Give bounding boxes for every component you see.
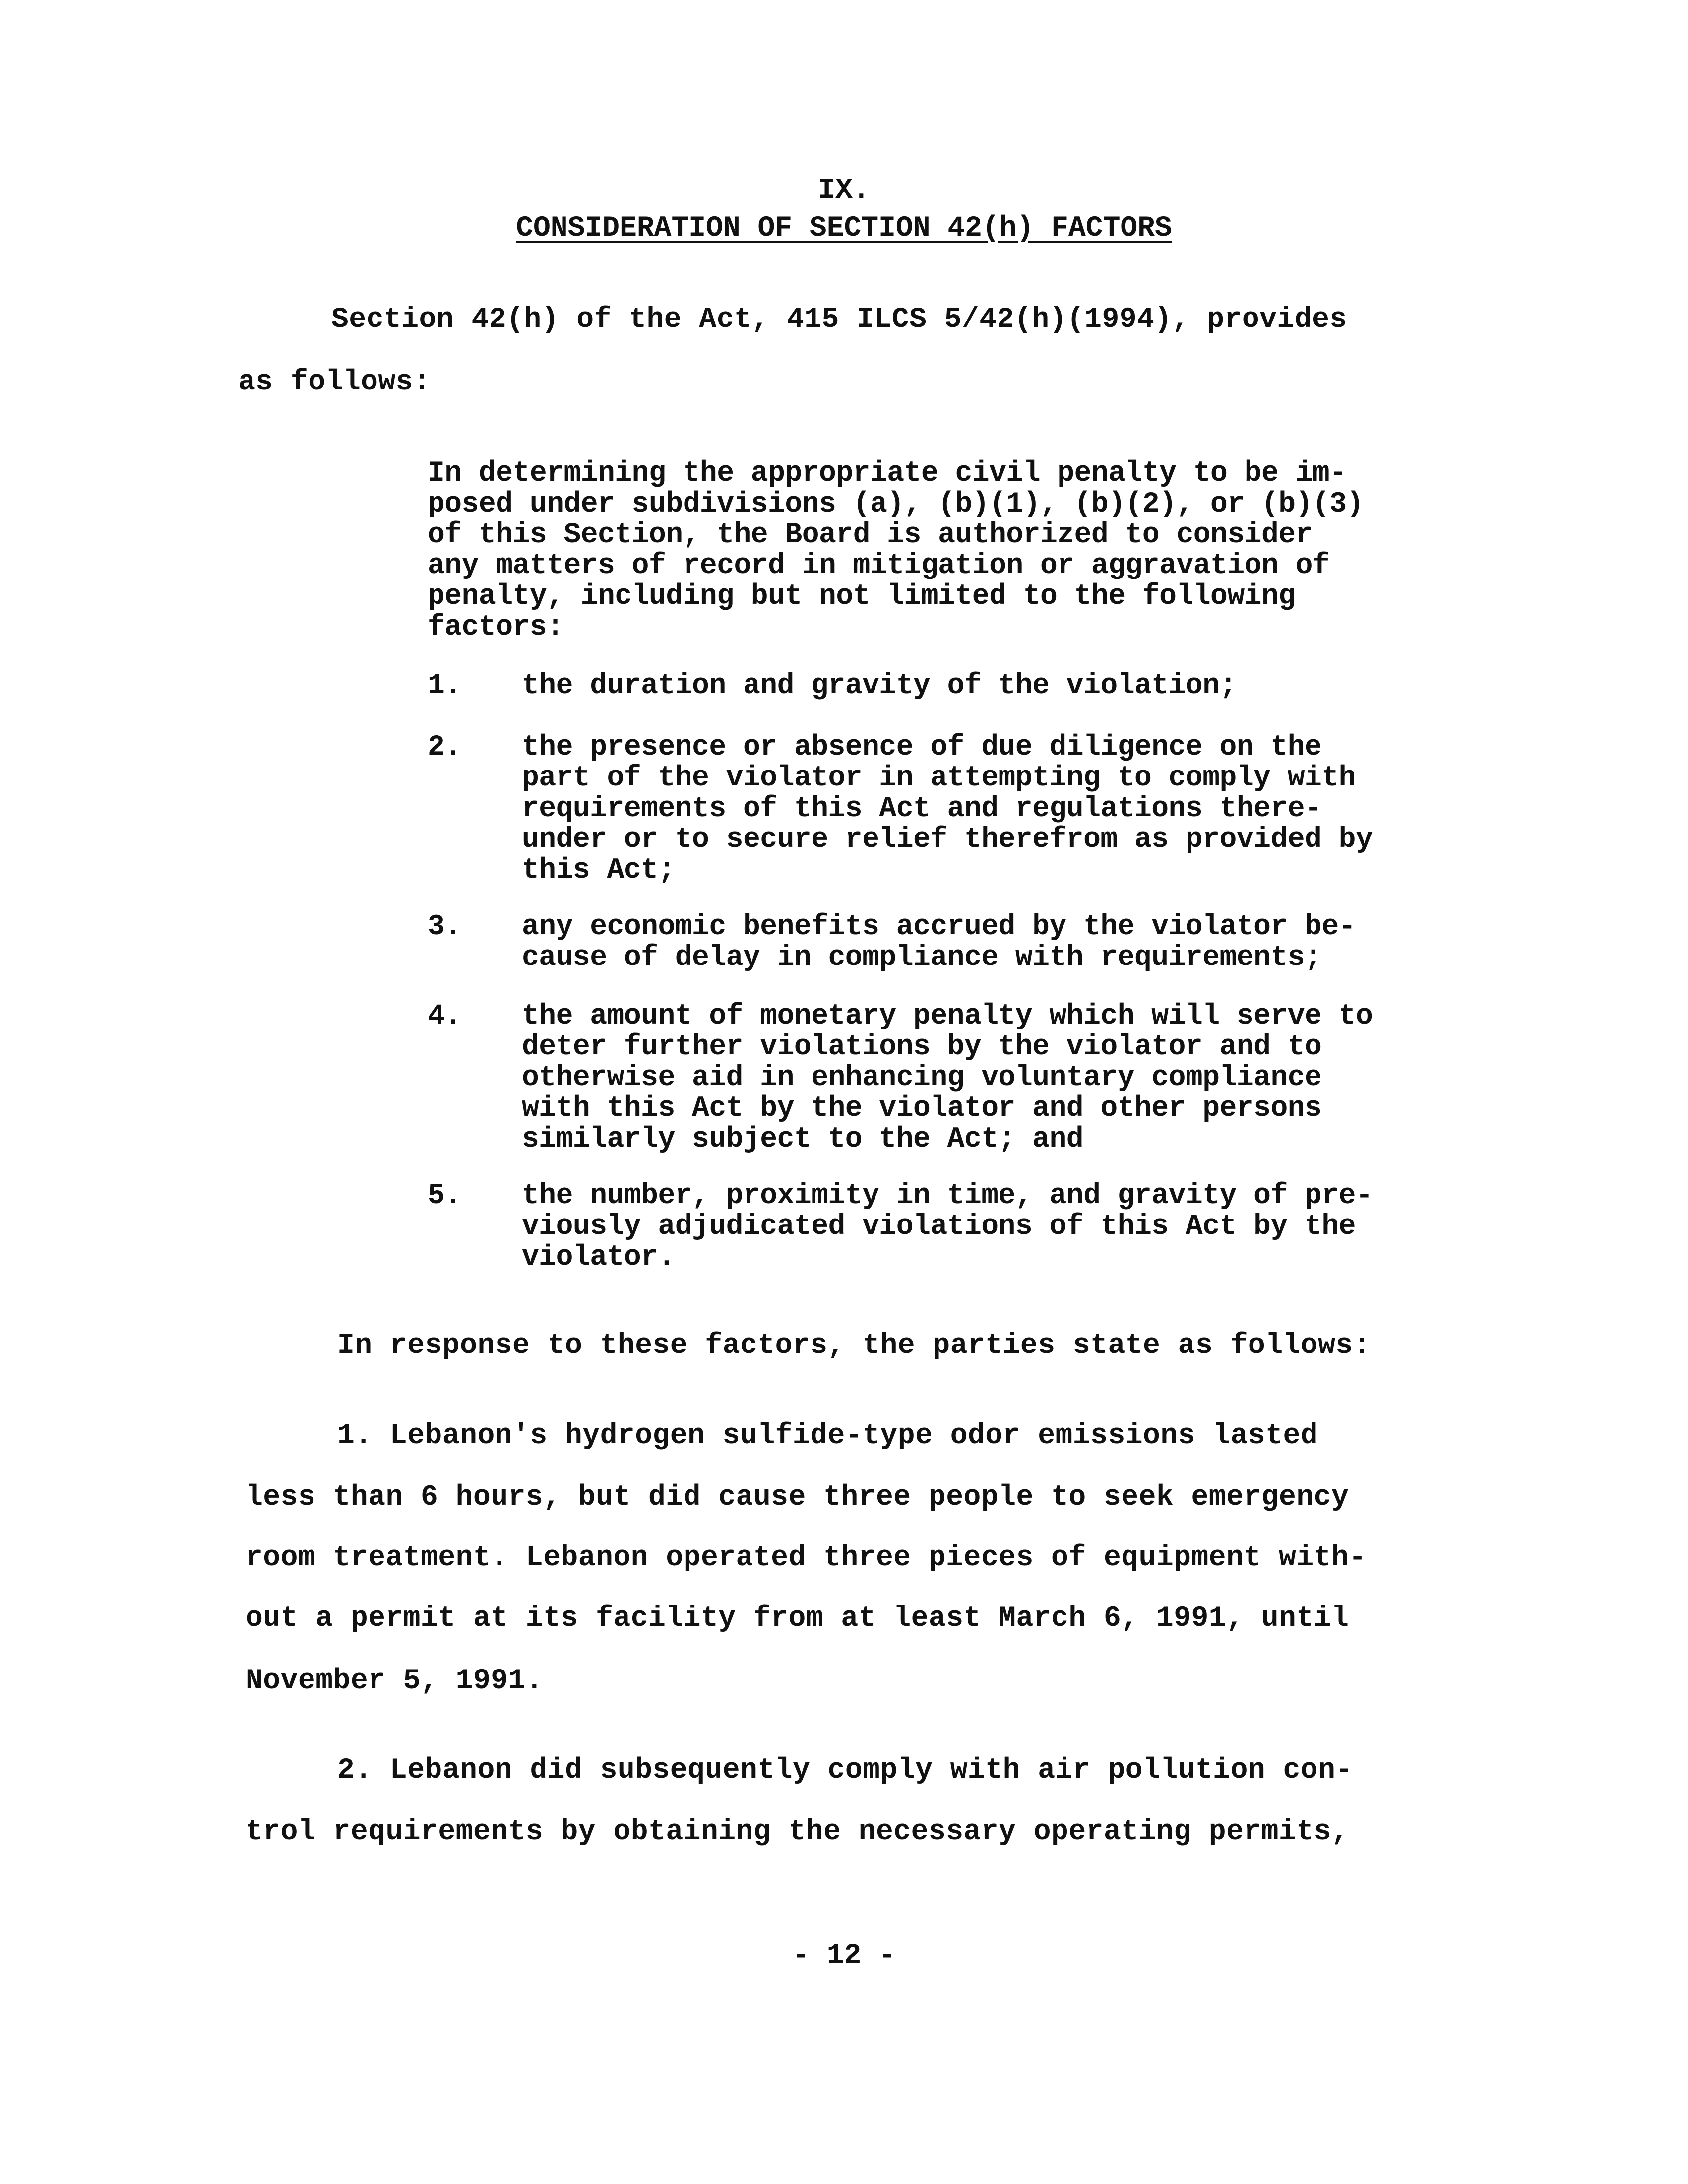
factor-number: 2. xyxy=(428,731,462,764)
factor-line: requirements of this Act and regulations there- xyxy=(522,793,1322,825)
factor-line: part of the violator in attempting to comply with xyxy=(522,762,1356,794)
factor-line: similarly subject to the Act; and xyxy=(522,1123,1084,1156)
section-title-text: CONSIDERATION OF SECTION 42(h) FACTORS xyxy=(516,212,1172,245)
factor-line: the presence or absence of due diligence on the xyxy=(522,731,1322,764)
paragraph-line: room treatment. Lebanon operated three pieces of equipment with- xyxy=(246,1542,1367,1574)
paragraph-line: November 5, 1991. xyxy=(246,1665,544,1697)
factor-line: any economic benefits accrued by the violator be- xyxy=(522,911,1356,943)
factor-line: otherwise aid in enhancing voluntary compliance xyxy=(522,1062,1322,1094)
factor-number: 4. xyxy=(428,1000,462,1032)
paragraph-line: trol requirements by obtaining the necessary operating permits, xyxy=(246,1816,1349,1848)
factor-line: with this Act by the violator and other persons xyxy=(522,1092,1322,1125)
intro-line-2: as follows: xyxy=(238,366,431,398)
paragraph-line: out a permit at its facility from at least March 6, 1991, until xyxy=(246,1603,1349,1635)
factor-line: under or to secure relief therefrom as provided by xyxy=(522,824,1373,856)
quote-line: of this Section, the Board is authorized to consider xyxy=(428,519,1313,551)
factor-line: viously adjudicated violations of this Act by the xyxy=(522,1211,1356,1243)
factor-line: deter further violations by the violator and to xyxy=(522,1031,1322,1063)
section-title xyxy=(0,212,1688,245)
paragraph-line: less than 6 hours, but did cause three people to seek emergency xyxy=(246,1481,1349,1514)
quote-line: factors: xyxy=(428,611,564,643)
factor-line: cause of delay in compliance with requirements; xyxy=(522,942,1322,974)
paragraph-line: 2. Lebanon did subsequently comply with air pollution con- xyxy=(337,1754,1353,1787)
factor-number: 3. xyxy=(428,911,462,943)
factor-line: violator. xyxy=(522,1241,675,1274)
quote-line: penalty, including but not limited to the following xyxy=(428,580,1296,613)
quote-line: any matters of record in mitigation or aggravation of xyxy=(428,550,1330,582)
factor-line: this Act; xyxy=(522,854,675,887)
factor-number: 1. xyxy=(428,670,462,702)
section-number: IX. xyxy=(818,175,870,207)
factor-number: 5. xyxy=(428,1180,462,1212)
factor-line: the amount of monetary penalty which will serve to xyxy=(522,1000,1373,1032)
intro-line-1: Section 42(h) of the Act, 415 ILCS 5/42(h)(1994), provides xyxy=(331,304,1347,336)
page-number: - 12 - xyxy=(792,1940,896,1972)
factor-line: the duration and gravity of the violation; xyxy=(522,670,1237,702)
paragraph-line: 1. Lebanon's hydrogen sulfide-type odor emissions lasted xyxy=(337,1420,1318,1452)
quote-line: posed under subdivisions (a), (b)(1), (b)(2), or (b)(3) xyxy=(428,488,1364,520)
response-line: In response to these factors, the parties state as follows: xyxy=(337,1330,1371,1362)
quote-line: In determining the appropriate civil penalty to be im- xyxy=(428,457,1347,490)
factor-line: the number, proximity in time, and gravity of pre- xyxy=(522,1180,1373,1212)
